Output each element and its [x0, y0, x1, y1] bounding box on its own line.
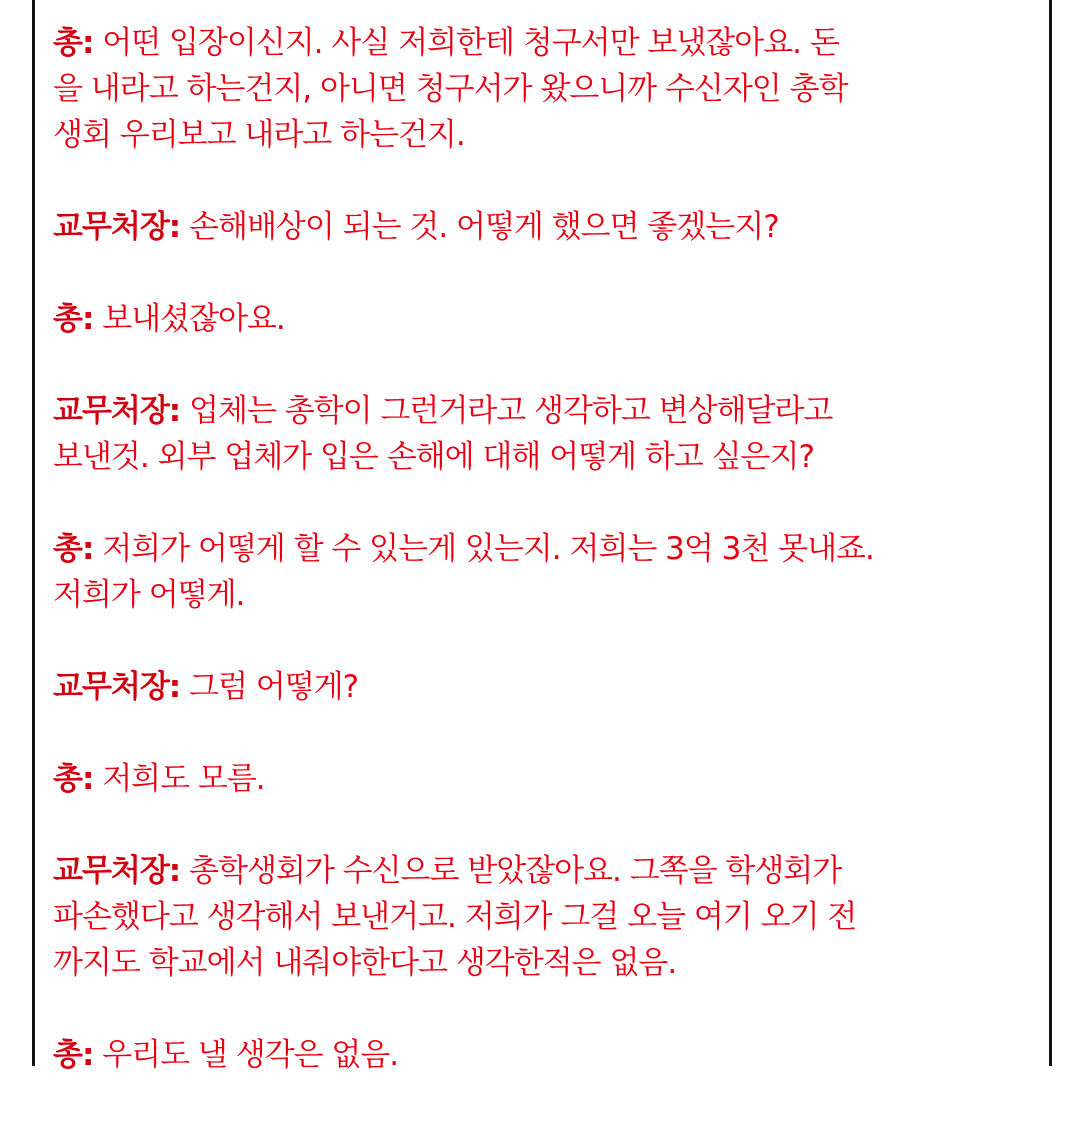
- dialogue-line: [53, 894, 1043, 940]
- dialogue-line: [53, 756, 1043, 802]
- dialogue-text: 까지도 학교에서 내줘야한다고 생각한적은 없음.: [53, 945, 677, 981]
- transcript: [53, 20, 1043, 1124]
- dialogue-line: [53, 848, 1043, 894]
- dialogue-text: 손해배상이 되는 것. 어떻게 했으면 좋겠는지?: [189, 209, 779, 245]
- speaker-label: 교무처장:: [53, 669, 181, 705]
- dialogue-entry: [53, 1032, 1043, 1078]
- dialogue-line: [53, 572, 1043, 618]
- dialogue-line: [53, 204, 1043, 250]
- dialogue-text: 우리도 낼 생각은 없음.: [102, 1037, 399, 1073]
- dialogue-entry: [53, 664, 1043, 710]
- speaker-label: 교무처장:: [53, 209, 181, 245]
- dialogue-line: [53, 1032, 1043, 1078]
- dialogue-text: 그럼 어떻게?: [189, 669, 359, 705]
- dialogue-entry: [53, 296, 1043, 342]
- dialogue-line: [53, 66, 1043, 112]
- dialogue-text: 보낸것. 외부 업체가 입은 손해에 대해 어떻게 하고 싶은지?: [53, 439, 814, 475]
- dialogue-line: [53, 434, 1043, 480]
- dialogue-entry: [53, 204, 1043, 250]
- dialogue-entry: [53, 20, 1043, 158]
- speaker-label: 총:: [53, 761, 94, 797]
- dialogue-line: [53, 112, 1043, 158]
- dialogue-line: [53, 664, 1043, 710]
- dialogue-text: 총학생회가 수신으로 받았잖아요. 그쪽을 학생회가: [189, 853, 842, 889]
- dialogue-line: [53, 388, 1043, 434]
- speaker-label: 총:: [53, 531, 94, 567]
- speaker-label: 총:: [53, 25, 94, 61]
- dialogue-entry: [53, 526, 1043, 618]
- speaker-label: 교무처장:: [53, 853, 181, 889]
- speaker-label: 총:: [53, 1037, 94, 1073]
- speaker-label: 총:: [53, 301, 94, 337]
- dialogue-entry: [53, 848, 1043, 986]
- dialogue-text: 저희가 어떻게.: [53, 577, 245, 613]
- dialogue-text: 보내셨잖아요.: [102, 301, 285, 337]
- dialogue-text: 저희도 모름.: [102, 761, 265, 797]
- dialogue-text: 어떤 입장이신지. 사실 저희한테 청구서만 보냈잖아요. 돈: [102, 25, 839, 61]
- dialogue-line: [53, 296, 1043, 342]
- dialogue-text: 저희가 어떻게 할 수 있는게 있는지. 저희는 3억 3천 못내죠.: [102, 531, 874, 567]
- dialogue-line: [53, 526, 1043, 572]
- dialogue-text: 파손했다고 생각해서 보낸거고. 저희가 그걸 오늘 여기 오기 전: [53, 899, 857, 935]
- dialogue-line: [53, 20, 1043, 66]
- dialogue-line: [53, 940, 1043, 986]
- dialogue-entry: [53, 388, 1043, 480]
- dialogue-text: 을 내라고 하는건지, 아니면 청구서가 왔으니까 수신자인 총학: [53, 71, 848, 107]
- dialogue-entry: [53, 756, 1043, 802]
- dialogue-text: 생회 우리보고 내라고 하는건지.: [53, 117, 465, 153]
- dialogue-text: 업체는 총학이 그런거라고 생각하고 변상해달라고: [189, 393, 833, 429]
- speaker-label: 교무처장:: [53, 393, 181, 429]
